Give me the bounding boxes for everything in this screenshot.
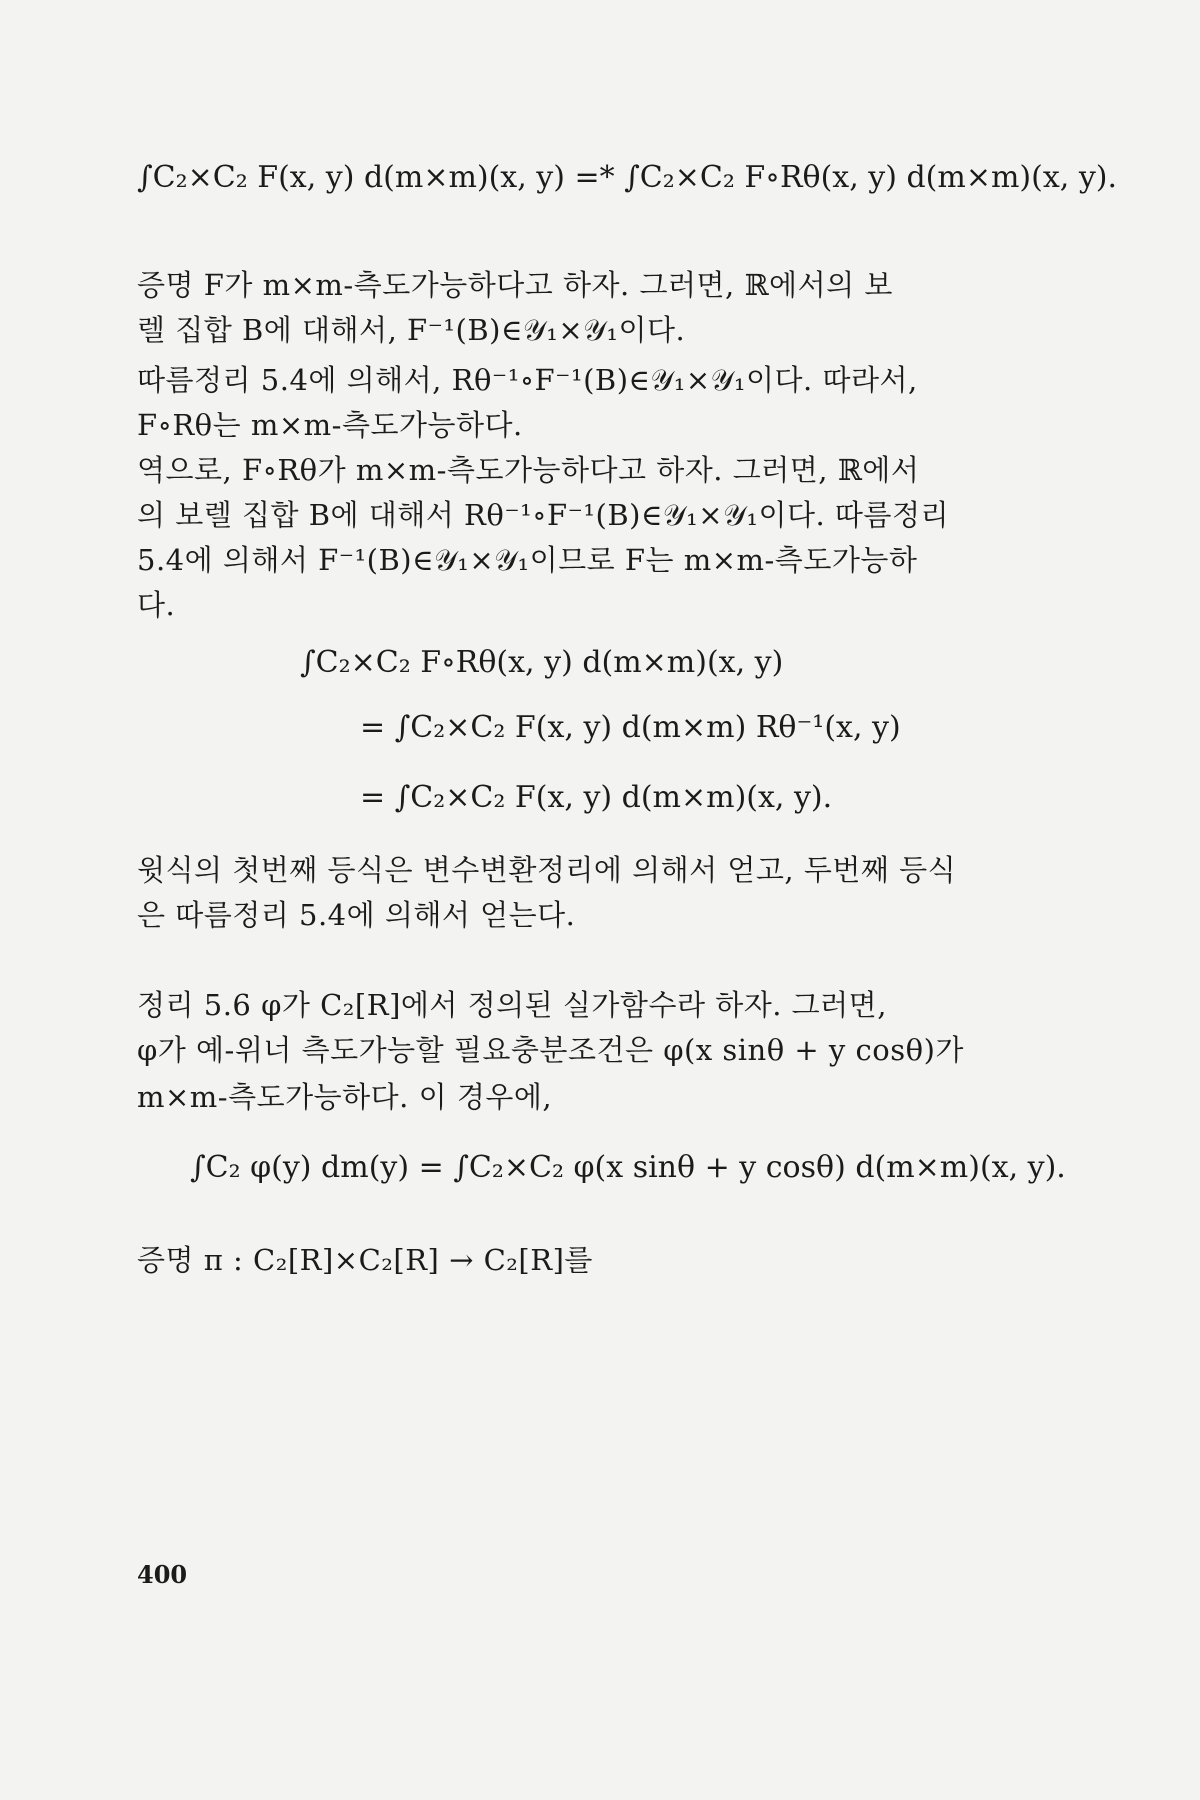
page-number: 400 [137,1560,188,1589]
proof-line-1: 증명 F가 m×m-측도가능하다고 하자. 그러면, ℝ에서의 보 [137,268,893,302]
proof-line-8: 다. [137,588,176,622]
explanation-line-1: 윗식의 첫번째 등식은 변수변환정리에 의해서 얻고, 두번째 등식 [137,853,957,887]
equation-chain-1: ∫C₂×C₂ F∘Rθ(x, y) d(m×m)(x, y) [300,645,784,680]
proof-line-5: 역으로, F∘Rθ가 m×m-측도가능하다고 하자. 그러면, ℝ에서 [137,453,920,487]
proof2-line: 증명 π : C₂[R]×C₂[R] → C₂[R]를 [137,1243,593,1277]
equation-chain-2: = ∫C₂×C₂ F(x, y) d(m×m) Rθ⁻¹(x, y) [360,710,901,745]
explanation-line-2: 은 따름정리 5.4에 의해서 얻는다. [137,898,576,932]
proof-line-7: 5.4에 의해서 F⁻¹(B)∈𝒴₁×𝒴₁이므로 F는 m×m-측도가능하 [137,543,918,577]
theorem-line-1: 정리 5.6 φ가 C₂[R]에서 정의된 실가함수라 하자. 그러면, [137,988,887,1022]
equation-chain-3: = ∫C₂×C₂ F(x, y) d(m×m)(x, y). [360,780,833,815]
proof-line-4: F∘Rθ는 m×m-측도가능하다. [137,408,523,442]
proof-line-3: 따름정리 5.4에 의해서, Rθ⁻¹∘F⁻¹(B)∈𝒴₁×𝒴₁이다. 따라서, [137,363,918,397]
proof-line-6: 의 보렐 집합 B에 대해서 Rθ⁻¹∘F⁻¹(B)∈𝒴₁×𝒴₁이다. 따름정리 [137,498,949,532]
theorem-line-3: m×m-측도가능하다. 이 경우에, [137,1080,553,1114]
equation-top: ∫C₂×C₂ F(x, y) d(m×m)(x, y) =* ∫C₂×C₂ F∘Rθ(x, y) d(m×m)(x, y). [137,160,1118,195]
theorem-line-2: φ가 예-위너 측도가능할 필요충분조건은 φ(x sinθ + y cosθ)가 [137,1033,964,1067]
proof-line-2: 렐 집합 B에 대해서, F⁻¹(B)∈𝒴₁×𝒴₁이다. [137,313,686,347]
equation-theorem: ∫C₂ φ(y) dm(y) = ∫C₂×C₂ φ(x sinθ + y cosθ) d(m×m)(x, y). [190,1150,1066,1185]
